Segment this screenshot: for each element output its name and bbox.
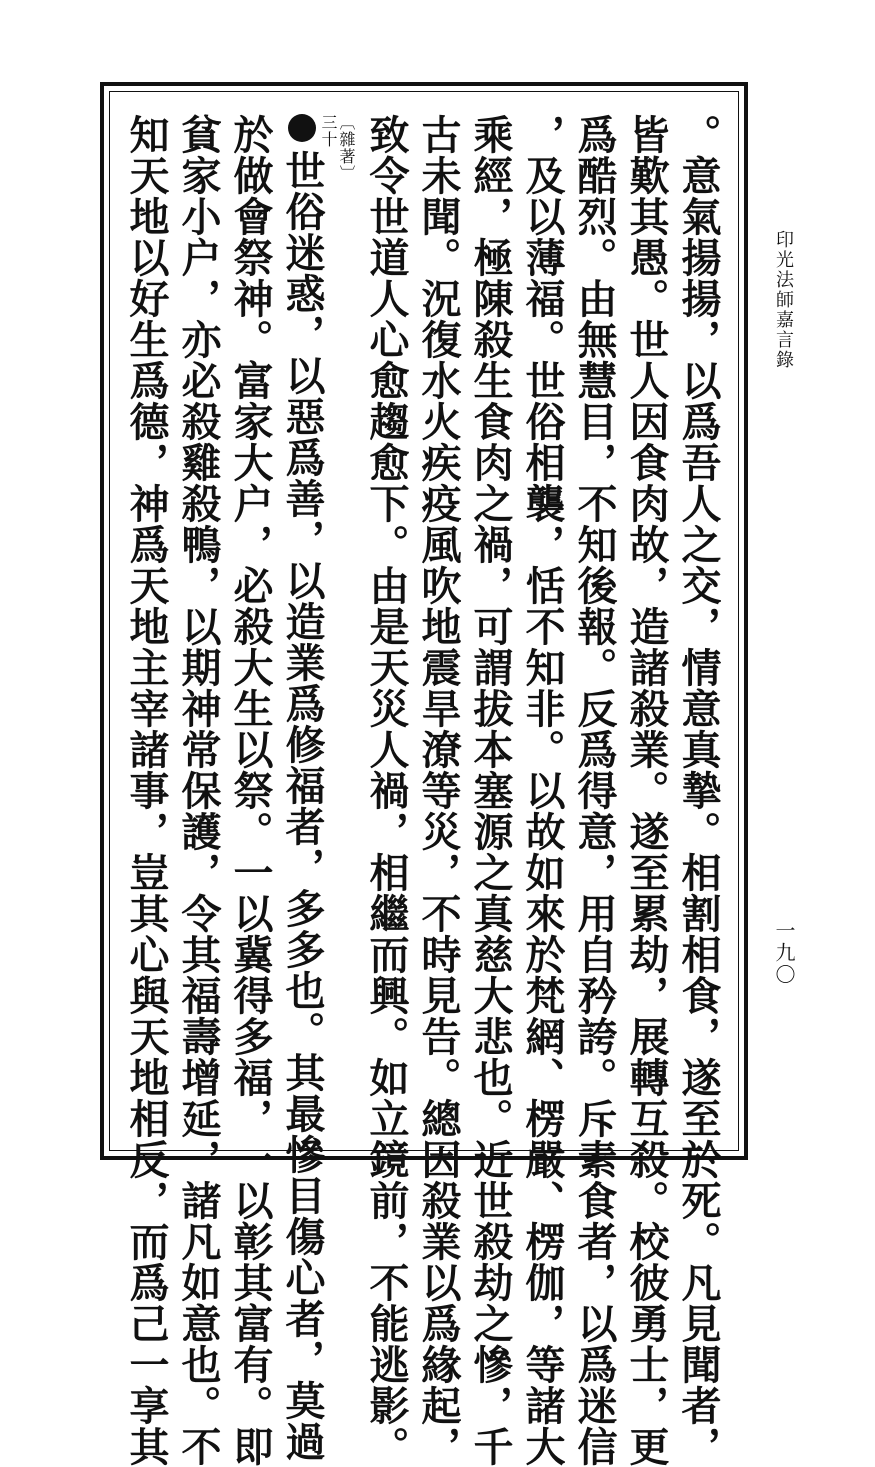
section-column-3: 貧家小户，亦必殺雞殺鴨，以期神常保護，令其福壽增延，諸凡如意也。不: [175, 114, 222, 1467]
section-number: 三十: [319, 114, 338, 148]
text-column-3: 爲酷烈。由無慧目，不知後報。反爲得意，用自矜誇。斥素食者，以爲迷信: [571, 114, 618, 1467]
text-column-7: 致令世道人心愈趨愈下。由是天災人禍，相繼而興。如立鏡前，不能逃影。: [363, 114, 410, 1467]
text-column-2: 皆歎其愚。世人因食肉故，造諸殺業。遂至累劫，展轉互殺。校彼勇士，更: [623, 114, 670, 1467]
section-column-1: [279, 114, 326, 1462]
page-number: 一九〇: [772, 920, 796, 986]
section-column-4: 知天地以好生爲德，神爲天地主宰諸事，豈其心與天地相反，而爲己一享其: [123, 114, 170, 1467]
text-column-6: 古未聞。況復水火疾疫風吹地震旱潦等災，不時見告。總因殺業以爲緣起，: [415, 114, 462, 1467]
note-bracket-open: 〔: [337, 114, 356, 131]
note-label: 雜著: [337, 131, 356, 165]
section-bullet-icon: [288, 114, 316, 142]
text-column-4: ，及以薄福。世俗相襲，恬不知非。以故如來於梵網、楞嚴、楞伽，等諸大: [519, 114, 566, 1467]
text-column-1: 。意氣揚揚，以爲吾人之交，情意真摯。相割相食，遂至於死。凡見聞者，: [675, 114, 722, 1467]
book-title: 印光法師嘉言錄: [773, 230, 794, 370]
text-column-5: 乘經，極陳殺生食肉之禍，可謂拔本塞源之真慈大悲也。近世殺劫之慘，千: [467, 114, 514, 1467]
section-note: [336, 114, 356, 182]
section-column-2: 於做會祭神。富家大户，必殺大生以祭。一以冀得多福，一以彰其富有。即: [227, 114, 274, 1467]
section-column-1-text: 世俗迷惑，以惡爲善，以造業爲修福者，多多也。其最慘目傷心者，莫過: [279, 150, 326, 1462]
note-bracket-close: 〕: [337, 165, 356, 182]
